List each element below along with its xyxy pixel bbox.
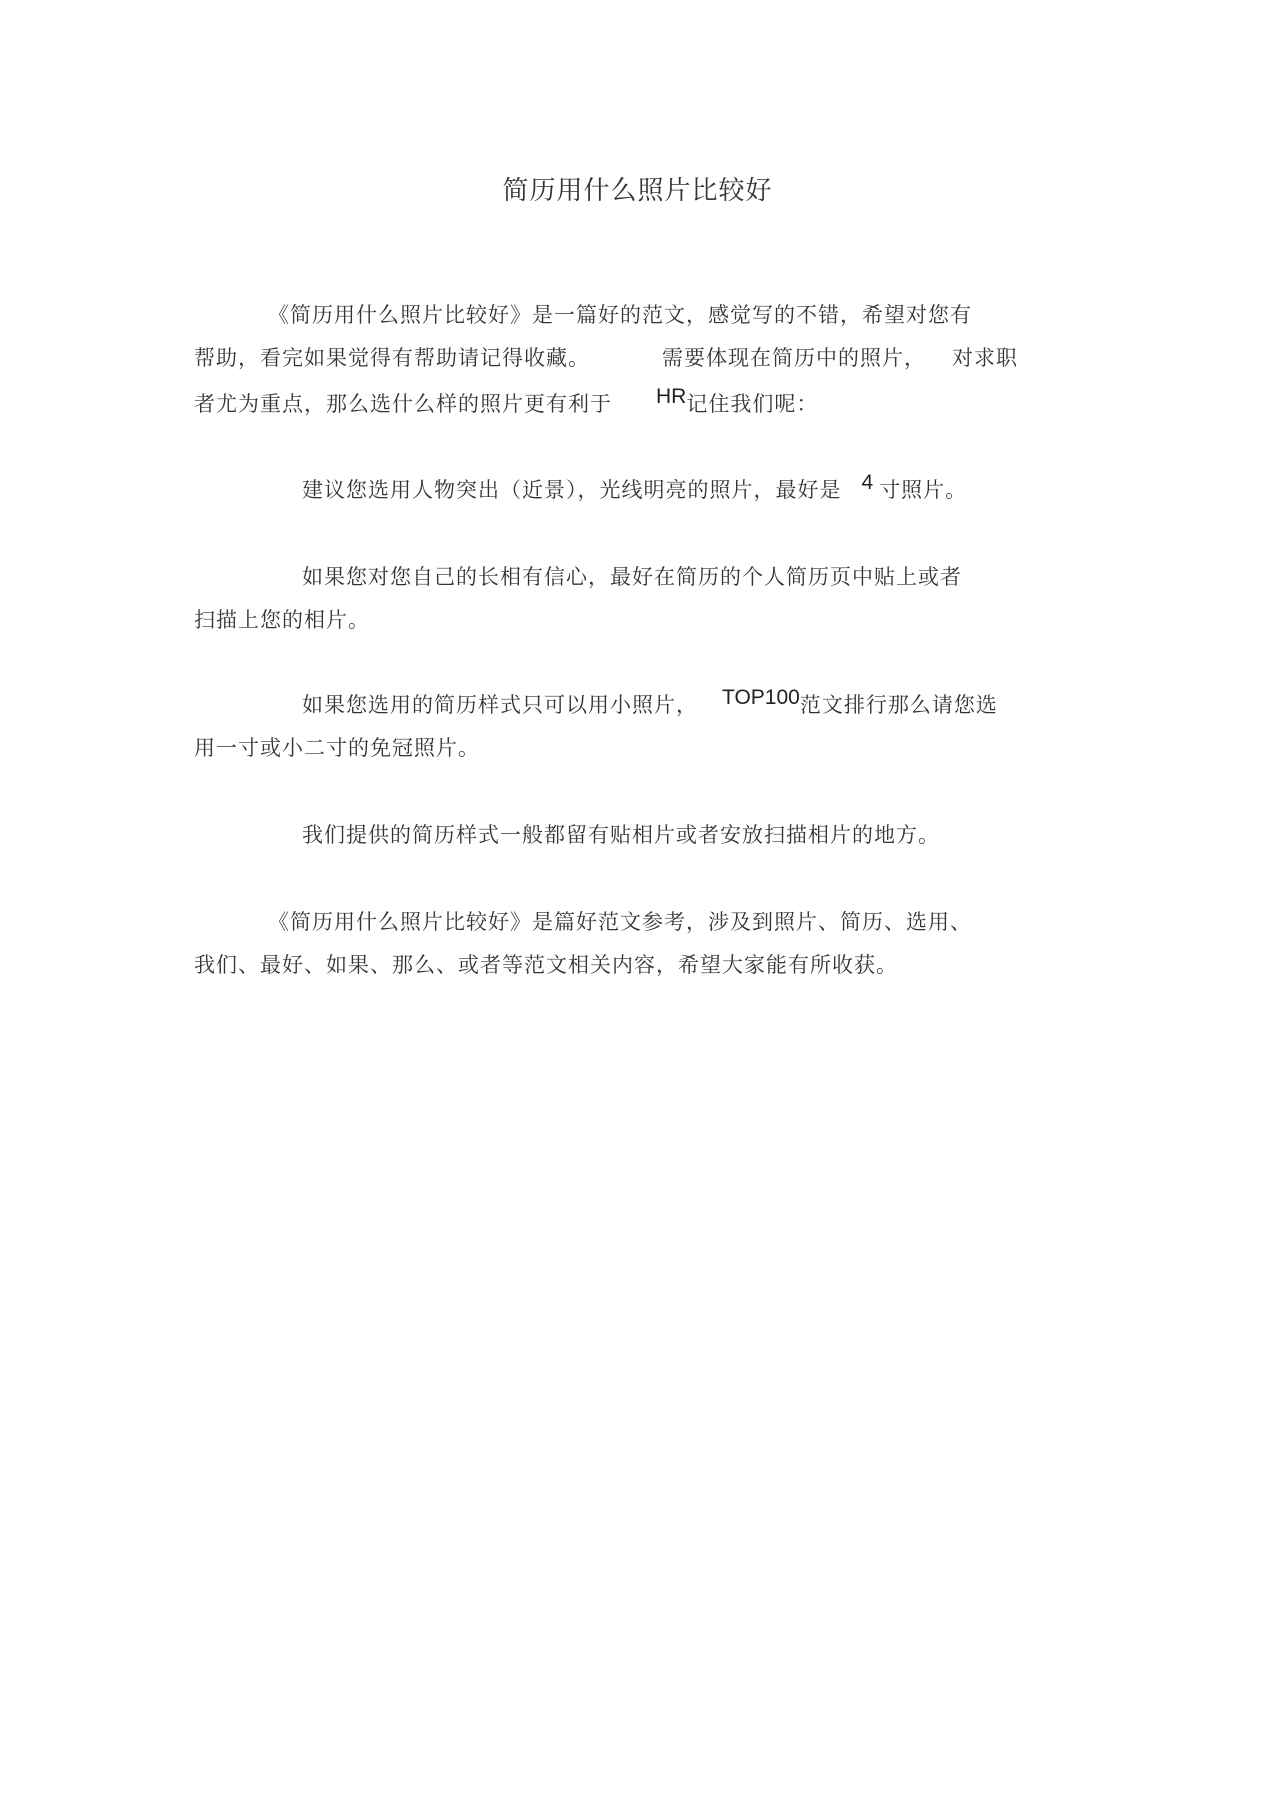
hr-text: HR <box>656 385 687 408</box>
para3-line1: 如果您对您自己的长相有信心，最好在简历的个人简历页中贴上或者 <box>302 565 962 589</box>
para4-part2: 范文排行那么请您选 <box>799 693 998 717</box>
para1-line2-part2: 需要体现在简历中的照片， <box>662 346 926 370</box>
para2-part2: 寸照片。 <box>879 478 968 502</box>
para6-line1: 《简历用什么照片比较好》是篇好范文参考，涉及到照片、简历、选用、 <box>268 910 972 934</box>
para1-line2-part3: 对求职 <box>952 346 1018 370</box>
para2-line1 <box>302 471 968 506</box>
para6-line2: 我们、最好、如果、那么、或者等范文相关内容，希望大家能有所收获。 <box>194 953 898 977</box>
para4-part1: 如果您选用的简历样式只可以用小照片， <box>302 693 698 717</box>
size-number: 4 <box>861 471 874 494</box>
para1-line3-part2: 记住我们呢： <box>686 392 819 416</box>
para2-part1: 建议您选用人物突出（近景），光线明亮的照片，最好是 <box>302 478 842 502</box>
para1-line3-part1: 者尤为重点，那么选什么样的照片更有利于 <box>194 392 612 416</box>
document-title: 简历用什么照片比较好 <box>502 176 773 206</box>
para5-line1: 我们提供的简历样式一般都留有贴相片或者安放扫描相片的地方。 <box>302 823 940 847</box>
para3-line2: 扫描上您的相片。 <box>194 608 370 632</box>
para1-line2-part1: 帮助，看完如果觉得有帮助请记得收藏。 <box>194 346 590 370</box>
para1-line1: 《简历用什么照片比较好》是一篇好的范文，感觉写的不错，希望对您有 <box>268 303 972 327</box>
para1-line3 <box>194 385 819 420</box>
top100-text: TOP100 <box>722 686 800 709</box>
para4-line2: 用一寸或小二寸的免冠照片。 <box>194 736 480 760</box>
para1-line2 <box>194 343 1018 373</box>
para4-line1 <box>302 686 998 721</box>
